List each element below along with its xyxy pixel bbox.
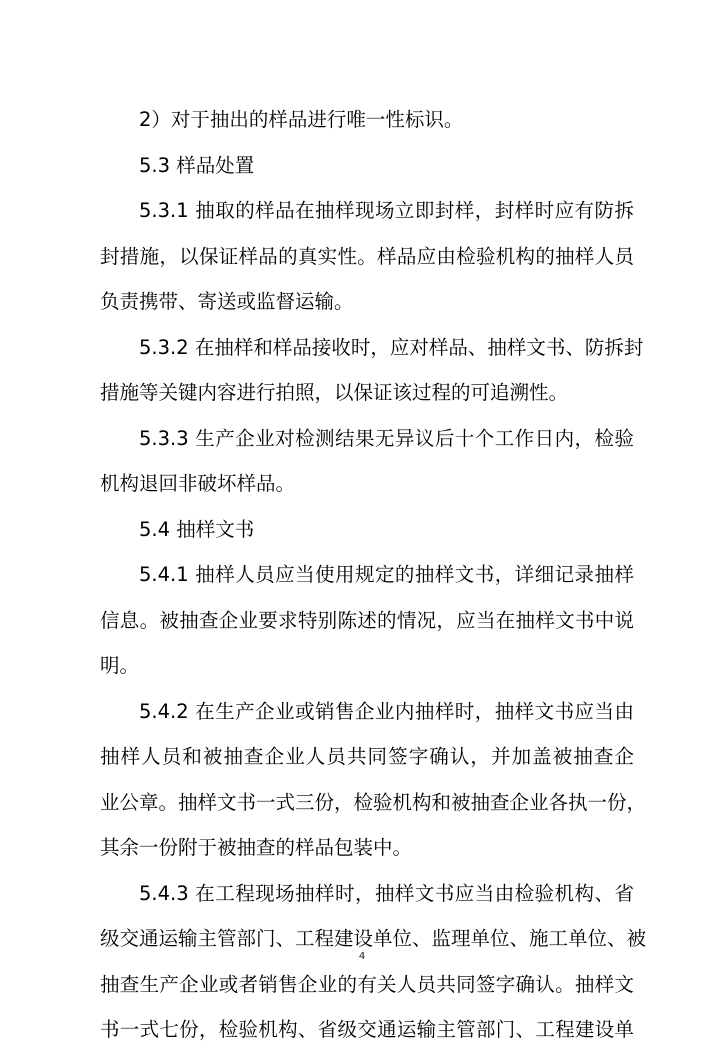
text-line: 抽查生产企业或者销售企业的有关人员共同签字确认。抽样文 xyxy=(100,972,634,996)
text-line: 5.4.3 在工程现场抽样时，抽样文书应当由检验机构、省 xyxy=(139,881,634,905)
text-line: 5.4.2 在生产企业或销售企业内抽样时，抽样文书应当由 xyxy=(139,699,634,723)
text-line: 措施等关键内容进行拍照，以保证该过程的可追溯性。 xyxy=(100,381,569,404)
text-line: 5.3.3 生产企业对检测结果无异议后十个工作日内，检验 xyxy=(139,426,634,450)
text-line: 5.4.1 抽样人员应当使用规定的抽样文书，详细记录抽样 xyxy=(139,563,634,586)
text-line: 5.3.1 抽取的样品在抽样现场立即封样，封样时应有防拆 xyxy=(139,199,634,222)
text-line: 2）对于抽出的样品进行唯一性标识。 xyxy=(139,108,464,131)
text-line: 负责携带、寄送或监督运输。 xyxy=(100,290,354,313)
text-line: 信息。被抽查企业要求特别陈述的情况，应当在抽样文书中说 xyxy=(100,608,634,632)
text-line: 书一式七份，检验机构、省级交通运输主管部门、工程建设单 xyxy=(100,1018,634,1041)
document-body xyxy=(100,97,647,1053)
text-line: 级交通运输主管部门、工程建设单位、监理单位、施工单位、被 xyxy=(100,927,647,950)
text-line: 封措施，以保证样品的真实性。样品应由检验机构的抽样人员 xyxy=(100,244,634,268)
page-number: 4 xyxy=(358,951,366,962)
text-line: 机构退回非破坏样品。 xyxy=(100,472,296,495)
text-line: 明。 xyxy=(100,654,140,677)
text-line: 5.3 样品处置 xyxy=(139,153,255,177)
text-line: 其余一份附于被抽查的样品包装中。 xyxy=(100,836,413,859)
text-line: 5.4 抽样文书 xyxy=(139,517,255,541)
text-line: 业公章。抽样文书一式三份，检验机构和被抽查企业各执一份， xyxy=(100,790,647,814)
text-line: 5.3.2 在抽样和样品接收时，应对样品、抽样文书、防拆封 xyxy=(139,335,644,359)
text-line: 抽样人员和被抽查企业人员共同签字确认，并加盖被抽查企 xyxy=(100,745,634,768)
